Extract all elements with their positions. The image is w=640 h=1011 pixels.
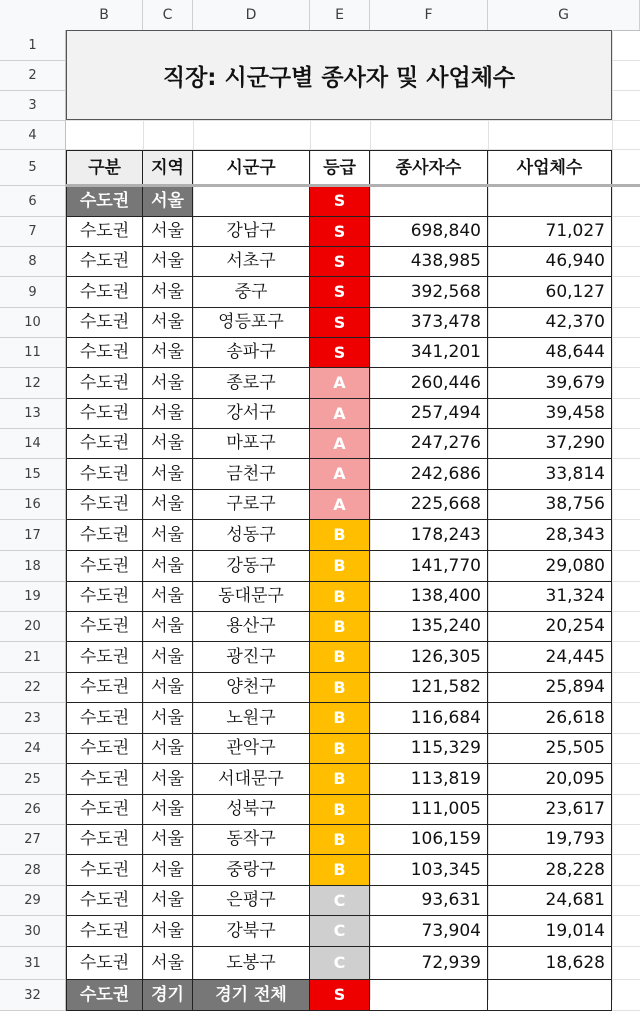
grade-badge[interactable]: S — [310, 277, 370, 308]
table-cell-category[interactable]: 수도권 — [66, 734, 143, 764]
table-cell-employees[interactable] — [370, 186, 488, 217]
column-header-G[interactable]: G — [488, 0, 640, 30]
table-cell-district[interactable]: 광진구 — [193, 642, 310, 673]
table-cell-category[interactable]: 수도권 — [66, 582, 143, 612]
table-cell-region[interactable]: 서울 — [143, 855, 193, 886]
row-number[interactable]: 13 — [0, 399, 66, 429]
table-cell-district[interactable]: 금천구 — [193, 459, 310, 490]
table-cell-businesses[interactable]: 60,127 — [488, 277, 612, 308]
table-cell-district[interactable]: 구로구 — [193, 490, 310, 520]
grade-badge[interactable]: S — [310, 308, 370, 338]
table-cell-employees[interactable]: 106,159 — [370, 825, 488, 855]
table-header-cell[interactable]: 종사자수 — [370, 150, 488, 186]
table-cell-employees[interactable]: 93,631 — [370, 886, 488, 916]
table-cell-region[interactable]: 서울 — [143, 459, 193, 490]
table-cell-category[interactable]: 수도권 — [66, 338, 143, 368]
grade-badge[interactable]: B — [310, 795, 370, 825]
grade-badge[interactable]: B — [310, 734, 370, 764]
column-header-D[interactable]: D — [193, 0, 310, 30]
table-cell-businesses[interactable]: 38,756 — [488, 490, 612, 520]
sheet-title[interactable]: 직장: 시군구별 종사자 및 사업체수 — [66, 30, 612, 120]
table-cell-employees[interactable]: 126,305 — [370, 642, 488, 673]
row-number[interactable]: 17 — [0, 520, 66, 551]
table-cell-region[interactable]: 서울 — [143, 764, 193, 795]
table-cell-employees[interactable] — [370, 980, 488, 1011]
table-header-cell[interactable]: 등급 — [310, 150, 370, 186]
row-number[interactable]: 6 — [0, 186, 66, 217]
grade-badge[interactable]: B — [310, 551, 370, 582]
grade-badge[interactable]: B — [310, 642, 370, 673]
table-cell-employees[interactable]: 247,276 — [370, 429, 488, 459]
column-header-C[interactable]: C — [143, 0, 193, 30]
grid-line — [66, 121, 640, 150]
table-cell-businesses[interactable]: 37,290 — [488, 429, 612, 459]
table-cell-employees[interactable]: 115,329 — [370, 734, 488, 764]
frozen-row-divider[interactable] — [66, 184, 640, 187]
row-number[interactable]: 21 — [0, 642, 66, 673]
row-number[interactable]: 22 — [0, 673, 66, 703]
table-cell-region[interactable]: 서울 — [143, 429, 193, 459]
table-cell-businesses[interactable]: 18,628 — [488, 947, 612, 980]
grade-badge[interactable]: A — [310, 459, 370, 490]
table-cell-businesses[interactable]: 24,681 — [488, 886, 612, 916]
table-cell-businesses[interactable]: 24,445 — [488, 642, 612, 673]
table-cell-businesses[interactable]: 29,080 — [488, 551, 612, 582]
table-cell-category[interactable]: 수도권 — [66, 399, 143, 429]
row-number[interactable]: 7 — [0, 217, 66, 247]
table-cell-district[interactable] — [193, 186, 310, 217]
table-header-cell[interactable]: 지역 — [143, 150, 193, 186]
table-cell-businesses[interactable]: 25,894 — [488, 673, 612, 703]
table-cell-category[interactable]: 수도권 — [66, 825, 143, 855]
row-number[interactable]: 25 — [0, 764, 66, 795]
table-cell-district[interactable]: 송파구 — [193, 338, 310, 368]
table-cell-category[interactable]: 수도권 — [66, 308, 143, 338]
table-cell-region[interactable]: 서울 — [143, 399, 193, 429]
table-cell-employees[interactable]: 698,840 — [370, 217, 488, 247]
table-cell-district[interactable]: 노원구 — [193, 703, 310, 734]
table-cell-region[interactable]: 서울 — [143, 368, 193, 399]
row-number[interactable]: 30 — [0, 916, 66, 947]
table-cell-category[interactable]: 수도권 — [66, 459, 143, 490]
table-cell-district[interactable]: 동대문구 — [193, 582, 310, 612]
table-cell-district[interactable]: 용산구 — [193, 612, 310, 642]
table-cell-businesses[interactable]: 20,254 — [488, 612, 612, 642]
table-cell-category[interactable]: 수도권 — [66, 551, 143, 582]
grade-badge[interactable]: S — [310, 338, 370, 368]
table-cell-category[interactable]: 수도권 — [66, 947, 143, 980]
table-cell-businesses[interactable]: 28,228 — [488, 855, 612, 886]
column-header-E[interactable]: E — [310, 0, 370, 30]
table-cell-employees[interactable]: 73,904 — [370, 916, 488, 947]
row-number[interactable]: 15 — [0, 459, 66, 490]
table-cell-region[interactable]: 서울 — [143, 247, 193, 277]
row-number[interactable]: 12 — [0, 368, 66, 399]
table-cell-businesses[interactable] — [488, 980, 612, 1011]
table-cell-district[interactable]: 강동구 — [193, 551, 310, 582]
table-cell-category[interactable]: 수도권 — [66, 612, 143, 642]
table-cell-employees[interactable]: 373,478 — [370, 308, 488, 338]
table-cell-employees[interactable]: 113,819 — [370, 764, 488, 795]
table-cell-district[interactable]: 경기 전체 — [193, 980, 310, 1011]
table-cell-district[interactable]: 동작구 — [193, 825, 310, 855]
table-cell-businesses[interactable]: 48,644 — [488, 338, 612, 368]
table-cell-businesses[interactable]: 28,343 — [488, 520, 612, 551]
table-cell-employees[interactable]: 341,201 — [370, 338, 488, 368]
table-cell-category[interactable]: 수도권 — [66, 368, 143, 399]
row-number[interactable]: 14 — [0, 429, 66, 459]
row-number[interactable]: 28 — [0, 855, 66, 886]
table-cell-employees[interactable]: 242,686 — [370, 459, 488, 490]
grade-badge[interactable]: A — [310, 368, 370, 399]
row-number[interactable]: 20 — [0, 612, 66, 642]
grade-badge[interactable]: B — [310, 582, 370, 612]
row-number[interactable]: 16 — [0, 490, 66, 520]
table-cell-category[interactable]: 수도권 — [66, 980, 143, 1011]
table-cell-businesses[interactable]: 33,814 — [488, 459, 612, 490]
table-cell-category[interactable]: 수도권 — [66, 490, 143, 520]
row-number[interactable]: 32 — [0, 980, 66, 1011]
row-number[interactable]: 2 — [0, 61, 66, 91]
table-cell-category[interactable]: 수도권 — [66, 855, 143, 886]
row-number[interactable]: 9 — [0, 277, 66, 308]
table-header-cell[interactable]: 시군구 — [193, 150, 310, 186]
table-cell-businesses[interactable]: 31,324 — [488, 582, 612, 612]
table-cell-district[interactable]: 중랑구 — [193, 855, 310, 886]
row-number[interactable]: 18 — [0, 551, 66, 582]
table-cell-district[interactable]: 서대문구 — [193, 764, 310, 795]
table-cell-category[interactable]: 수도권 — [66, 703, 143, 734]
table-cell-employees[interactable]: 178,243 — [370, 520, 488, 551]
table-cell-businesses[interactable]: 23,617 — [488, 795, 612, 825]
grade-badge[interactable]: B — [310, 673, 370, 703]
table-cell-region[interactable]: 서울 — [143, 551, 193, 582]
table-cell-employees[interactable]: 116,684 — [370, 703, 488, 734]
table-cell-category[interactable]: 수도권 — [66, 764, 143, 795]
table-cell-businesses[interactable]: 19,014 — [488, 916, 612, 947]
table-cell-region[interactable]: 서울 — [143, 520, 193, 551]
grade-badge[interactable]: B — [310, 703, 370, 734]
table-cell-district[interactable]: 성북구 — [193, 795, 310, 825]
grade-badge[interactable]: A — [310, 399, 370, 429]
row-number[interactable]: 23 — [0, 703, 66, 734]
table-cell-employees[interactable]: 225,668 — [370, 490, 488, 520]
table-cell-region[interactable]: 서울 — [143, 795, 193, 825]
table-cell-employees[interactable]: 260,446 — [370, 368, 488, 399]
table-cell-category[interactable]: 수도권 — [66, 277, 143, 308]
table-cell-employees[interactable]: 121,582 — [370, 673, 488, 703]
grade-badge[interactable]: B — [310, 520, 370, 551]
row-number[interactable]: 5 — [0, 150, 66, 186]
table-cell-district[interactable]: 양천구 — [193, 673, 310, 703]
table-cell-district[interactable]: 은평구 — [193, 886, 310, 916]
row-number[interactable]: 24 — [0, 734, 66, 764]
table-cell-category[interactable]: 수도권 — [66, 247, 143, 277]
table-cell-businesses[interactable]: 46,940 — [488, 247, 612, 277]
grade-badge[interactable]: C — [310, 916, 370, 947]
table-cell-category[interactable]: 수도권 — [66, 916, 143, 947]
table-cell-employees[interactable]: 103,345 — [370, 855, 488, 886]
table-cell-employees[interactable]: 111,005 — [370, 795, 488, 825]
grade-badge[interactable]: B — [310, 855, 370, 886]
table-cell-employees[interactable]: 135,240 — [370, 612, 488, 642]
grade-badge[interactable]: S — [310, 980, 370, 1011]
table-cell-district[interactable]: 영등포구 — [193, 308, 310, 338]
row-number[interactable]: 10 — [0, 308, 66, 338]
grade-badge[interactable]: C — [310, 886, 370, 916]
row-number[interactable]: 4 — [0, 121, 66, 150]
table-cell-district[interactable]: 도봉구 — [193, 947, 310, 980]
row-number[interactable]: 27 — [0, 825, 66, 855]
grade-badge[interactable]: A — [310, 490, 370, 520]
row-number[interactable]: 3 — [0, 91, 66, 121]
table-cell-region[interactable]: 서울 — [143, 490, 193, 520]
table-cell-district[interactable]: 중구 — [193, 277, 310, 308]
table-cell-employees[interactable]: 141,770 — [370, 551, 488, 582]
table-cell-district[interactable]: 마포구 — [193, 429, 310, 459]
table-cell-employees[interactable]: 138,400 — [370, 582, 488, 612]
row-number[interactable]: 29 — [0, 886, 66, 916]
table-cell-businesses[interactable]: 19,793 — [488, 825, 612, 855]
table-cell-businesses[interactable]: 39,679 — [488, 368, 612, 399]
grade-badge[interactable]: B — [310, 825, 370, 855]
table-cell-region[interactable]: 서울 — [143, 703, 193, 734]
grade-badge[interactable]: B — [310, 764, 370, 795]
table-cell-region[interactable]: 서울 — [143, 217, 193, 247]
column-header-F[interactable]: F — [370, 0, 488, 30]
table-cell-category[interactable]: 수도권 — [66, 520, 143, 551]
table-cell-region[interactable]: 서울 — [143, 612, 193, 642]
row-number[interactable]: 1 — [0, 30, 66, 61]
table-cell-employees[interactable]: 257,494 — [370, 399, 488, 429]
table-cell-businesses[interactable]: 71,027 — [488, 217, 612, 247]
table-cell-region[interactable]: 서울 — [143, 338, 193, 368]
table-cell-businesses[interactable]: 25,505 — [488, 734, 612, 764]
table-cell-businesses[interactable]: 26,618 — [488, 703, 612, 734]
table-cell-region[interactable]: 서울 — [143, 886, 193, 916]
table-cell-category[interactable]: 수도권 — [66, 217, 143, 247]
table-cell-businesses[interactable] — [488, 186, 612, 217]
table-cell-region[interactable]: 서울 — [143, 277, 193, 308]
table-cell-category[interactable]: 수도권 — [66, 186, 143, 217]
table-cell-district[interactable]: 종로구 — [193, 368, 310, 399]
row-number[interactable]: 26 — [0, 795, 66, 825]
table-cell-businesses[interactable]: 39,458 — [488, 399, 612, 429]
grade-badge[interactable]: C — [310, 947, 370, 980]
table-cell-district[interactable]: 강서구 — [193, 399, 310, 429]
table-cell-district[interactable]: 강북구 — [193, 916, 310, 947]
row-number[interactable]: 11 — [0, 338, 66, 368]
table-cell-region[interactable]: 서울 — [143, 582, 193, 612]
table-cell-district[interactable]: 관악구 — [193, 734, 310, 764]
table-header-cell[interactable]: 구분 — [66, 150, 143, 186]
table-cell-region[interactable]: 서울 — [143, 308, 193, 338]
table-cell-region[interactable]: 서울 — [143, 642, 193, 673]
table-cell-district[interactable]: 강남구 — [193, 217, 310, 247]
table-cell-region[interactable]: 서울 — [143, 186, 193, 217]
table-cell-category[interactable]: 수도권 — [66, 429, 143, 459]
table-cell-district[interactable]: 서초구 — [193, 247, 310, 277]
table-cell-businesses[interactable]: 20,095 — [488, 764, 612, 795]
table-cell-employees[interactable]: 72,939 — [370, 947, 488, 980]
table-cell-region[interactable]: 서울 — [143, 734, 193, 764]
table-cell-region[interactable]: 서울 — [143, 825, 193, 855]
row-number[interactable]: 31 — [0, 947, 66, 980]
row-number[interactable]: 8 — [0, 247, 66, 277]
row-number[interactable]: 19 — [0, 582, 66, 612]
grade-badge[interactable]: S — [310, 217, 370, 247]
grade-badge[interactable]: B — [310, 612, 370, 642]
table-cell-region[interactable]: 서울 — [143, 947, 193, 980]
table-cell-region[interactable]: 경기 — [143, 980, 193, 1011]
column-header-B[interactable]: B — [66, 0, 143, 30]
table-cell-employees[interactable]: 438,985 — [370, 247, 488, 277]
table-cell-region[interactable]: 서울 — [143, 916, 193, 947]
table-cell-category[interactable]: 수도권 — [66, 673, 143, 703]
grade-badge[interactable]: S — [310, 247, 370, 277]
table-cell-category[interactable]: 수도권 — [66, 642, 143, 673]
table-cell-category[interactable]: 수도권 — [66, 795, 143, 825]
table-cell-businesses[interactable]: 42,370 — [488, 308, 612, 338]
grade-badge[interactable]: A — [310, 429, 370, 459]
grade-badge[interactable]: S — [310, 186, 370, 217]
table-cell-employees[interactable]: 392,568 — [370, 277, 488, 308]
table-cell-category[interactable]: 수도권 — [66, 886, 143, 916]
table-header-cell[interactable]: 사업체수 — [488, 150, 612, 186]
table-cell-district[interactable]: 성동구 — [193, 520, 310, 551]
table-cell-region[interactable]: 서울 — [143, 673, 193, 703]
grid-column-line — [612, 30, 613, 1000]
